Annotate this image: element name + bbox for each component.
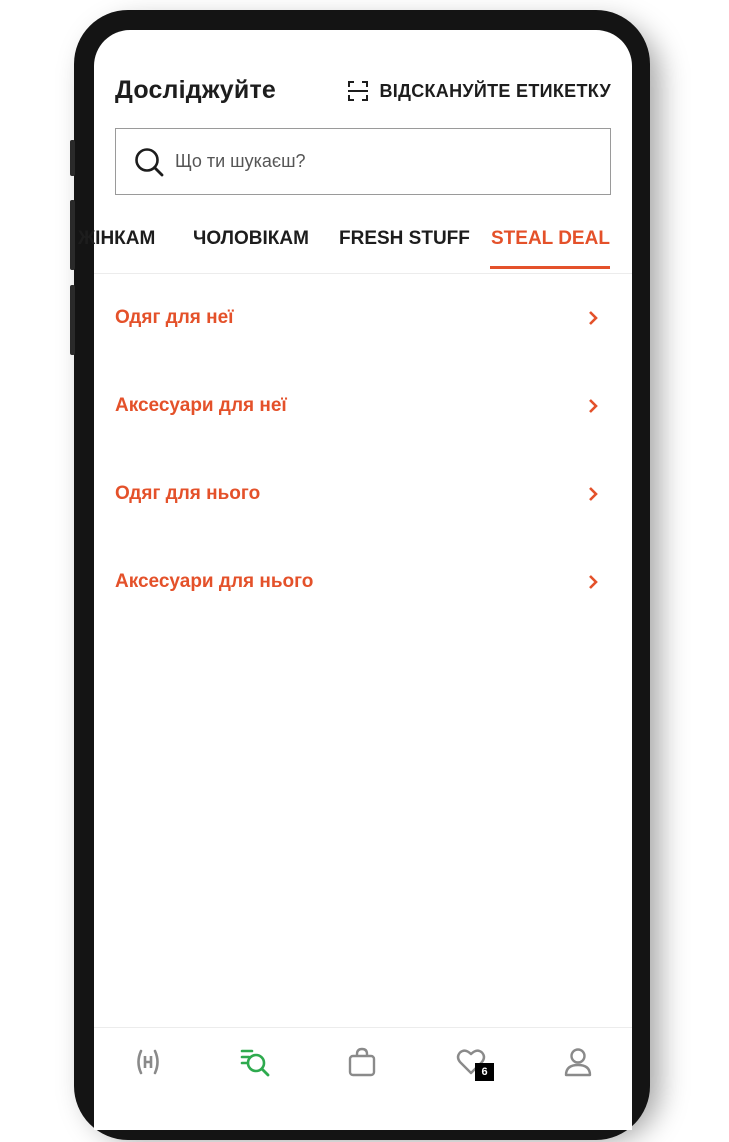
menu-item-accessories-for-him[interactable] — [94, 538, 632, 626]
menu-item-clothes-for-him[interactable] — [94, 450, 632, 538]
phone-side-button — [70, 285, 75, 355]
category-tabs — [78, 226, 632, 274]
scan-label-button[interactable] — [347, 80, 611, 102]
chevron-right-icon — [586, 310, 600, 326]
menu-item-clothes-for-her[interactable] — [94, 274, 632, 362]
phone-side-button — [70, 200, 75, 270]
nav-profile[interactable] — [558, 1042, 598, 1082]
tab-women[interactable]: ЖІНКАМ — [78, 228, 156, 249]
menu-item-accessories-for-her[interactable] — [94, 362, 632, 450]
search-input[interactable] — [175, 151, 575, 172]
search-box[interactable] — [115, 128, 611, 195]
nav-home[interactable] — [128, 1042, 168, 1082]
app-screen — [78, 30, 632, 1130]
menu-item-label: Одяг для нього — [115, 483, 261, 504]
tab-steal-deal[interactable]: STEAL DEAL — [491, 228, 610, 249]
menu-item-label: Аксесуари для нього — [115, 571, 314, 592]
wishlist-count-badge: 6 — [475, 1063, 494, 1081]
home-logo-icon — [133, 1047, 163, 1077]
tab-men[interactable]: ЧОЛОВІКАМ — [193, 228, 309, 249]
menu-item-label: Аксесуари для неї — [115, 395, 287, 416]
nav-bag[interactable] — [342, 1042, 382, 1082]
header — [115, 74, 611, 110]
scan-icon — [347, 80, 369, 102]
nav-explore[interactable] — [235, 1042, 275, 1082]
category-menu — [94, 274, 632, 626]
page-title: Досліджуйте — [115, 76, 277, 104]
explore-icon — [239, 1046, 271, 1078]
chevron-right-icon — [586, 574, 600, 590]
scan-label-text: ВІДСКАНУЙТЕ ЕТИКЕТКУ — [379, 80, 611, 101]
bottom-nav — [94, 1027, 632, 1130]
profile-icon — [562, 1046, 594, 1078]
phone-side-button — [70, 140, 75, 176]
tab-fresh-stuff[interactable]: FRESH STUFF — [339, 228, 470, 249]
menu-item-label: Одяг для неї — [115, 307, 234, 328]
search-icon — [133, 146, 165, 178]
active-tab-indicator — [490, 266, 610, 269]
chevron-right-icon — [586, 398, 600, 414]
bag-icon — [346, 1046, 378, 1078]
chevron-right-icon — [586, 486, 600, 502]
